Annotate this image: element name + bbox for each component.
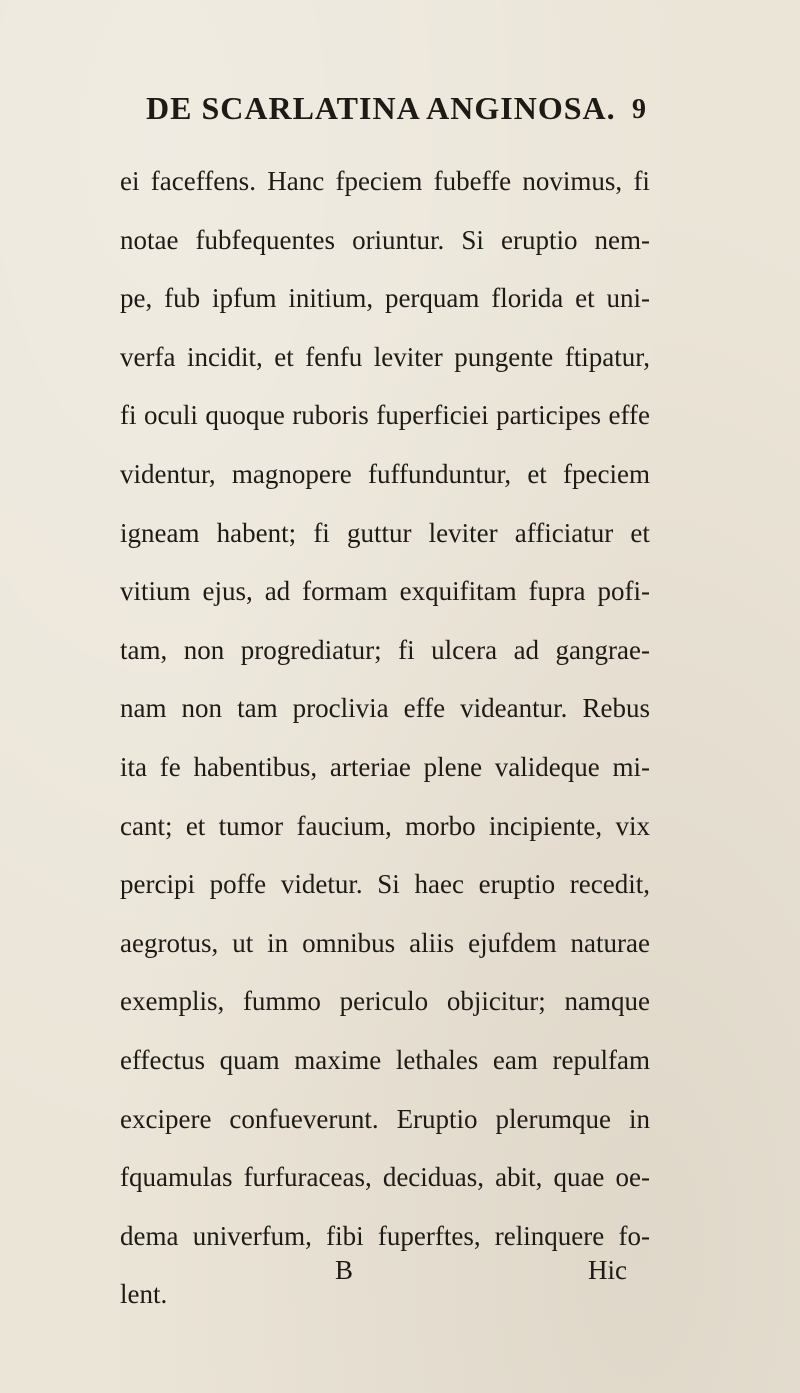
word: et	[274, 341, 294, 372]
word: afficiatur	[514, 517, 614, 548]
word: periculo	[339, 986, 429, 1017]
word: ejufdem	[468, 927, 557, 958]
word: et	[527, 458, 547, 489]
word: nem-	[594, 224, 650, 255]
word: ejus,	[202, 576, 253, 607]
word: uni-	[606, 283, 650, 314]
word: fummo	[242, 986, 321, 1017]
word: ei	[120, 166, 140, 196]
word: naturae	[570, 927, 650, 958]
word: fi	[398, 634, 415, 665]
word: oriuntur.	[352, 224, 445, 255]
word: fubfequentes	[195, 224, 335, 255]
word: maxime	[294, 1044, 382, 1075]
word: perquam	[384, 283, 480, 314]
word: dema	[120, 1220, 179, 1251]
word: confueverunt.	[229, 1103, 379, 1134]
word: florida	[491, 283, 564, 314]
word: eam	[492, 1044, 538, 1075]
text-line	[120, 386, 650, 445]
word: et	[575, 283, 595, 314]
word: lethales	[395, 1044, 479, 1075]
word: guttur	[346, 517, 412, 548]
word: leviter	[373, 341, 443, 372]
word: plerumque	[495, 1103, 611, 1134]
word: tam,	[120, 634, 168, 665]
text-line	[120, 621, 650, 680]
word: incidit,	[186, 341, 263, 372]
word: Eruptio	[396, 1103, 478, 1134]
word: igneam	[120, 517, 200, 548]
word: furfuraceas,	[243, 1162, 372, 1193]
signature-mark: B	[335, 1255, 354, 1285]
word: univerfum,	[192, 1220, 312, 1251]
word: faceffens.	[150, 166, 256, 196]
word: fi	[633, 166, 650, 196]
word: quae	[553, 1162, 605, 1193]
text-line	[120, 562, 650, 621]
word: habentibus,	[193, 751, 318, 782]
word: eruptio	[478, 869, 556, 900]
word: plene	[423, 751, 483, 782]
word: cant;	[120, 810, 173, 841]
text-line	[120, 1090, 650, 1149]
page-footer	[0, 1250, 800, 1290]
word: Rebus	[582, 693, 650, 724]
word: gangrae-	[555, 634, 650, 665]
word: fi	[120, 400, 137, 431]
word: initium,	[288, 283, 374, 314]
word: ftipatur,	[564, 341, 650, 372]
word: faucium,	[296, 810, 392, 841]
word: habent;	[216, 517, 297, 548]
word: ad	[264, 576, 291, 607]
word: videntur,	[120, 458, 216, 489]
word: oe-	[615, 1162, 650, 1193]
word: fo-	[618, 1220, 650, 1251]
word: omnibus	[302, 927, 396, 958]
word: in	[267, 927, 289, 958]
word: et	[630, 517, 650, 548]
word: fuperficiei	[376, 400, 489, 431]
word: magnopere	[231, 458, 352, 489]
text-line	[120, 914, 650, 973]
word: exquifitam	[399, 576, 517, 607]
text-line	[120, 797, 650, 856]
word: deciduas,	[382, 1162, 485, 1193]
word: abit,	[495, 1162, 543, 1193]
word: valideque	[494, 751, 600, 782]
word: ut	[232, 927, 254, 958]
text-line	[120, 328, 650, 387]
word: aegrotus,	[120, 927, 219, 958]
text-line	[120, 504, 650, 563]
word: Hanc	[267, 166, 325, 196]
word: fupra	[528, 576, 586, 607]
word: Si	[377, 869, 400, 900]
word: effe	[403, 693, 446, 724]
word: objicitur;	[446, 986, 546, 1017]
word: fpeciem	[335, 166, 423, 196]
word: vix	[615, 810, 650, 841]
word: exemplis,	[120, 986, 225, 1017]
running-head	[0, 88, 800, 128]
word: haec	[414, 869, 464, 900]
word: tumor	[218, 810, 284, 841]
word: fubeffe	[433, 166, 512, 196]
text-line	[120, 445, 650, 504]
word: pe,	[120, 283, 153, 314]
word: in	[628, 1103, 650, 1134]
word: morbo	[405, 810, 476, 841]
word: et	[185, 810, 206, 841]
word: fub	[164, 283, 201, 314]
word: verfa	[120, 341, 176, 372]
word: non	[183, 634, 225, 665]
text-line	[120, 738, 650, 797]
word: progrediatur;	[240, 634, 382, 665]
word: notae	[120, 224, 179, 255]
word: incipiente,	[488, 810, 603, 841]
word: fuperftes,	[377, 1220, 481, 1251]
word: ipfum	[211, 283, 277, 314]
word: tam	[237, 693, 278, 724]
word: proclivia	[292, 693, 389, 724]
word: namque	[564, 986, 650, 1017]
word: recedit,	[569, 869, 650, 900]
word: percipi	[120, 869, 195, 900]
word: non	[181, 693, 223, 724]
word: pofi-	[597, 576, 650, 607]
word: novimus,	[522, 166, 623, 196]
text-line	[120, 152, 650, 211]
word: aliis	[409, 927, 455, 958]
word: mi-	[612, 751, 650, 782]
text-line	[120, 1148, 650, 1207]
word: videantur.	[460, 693, 568, 724]
word: ulcera	[431, 634, 498, 665]
word: lent.	[120, 1279, 168, 1310]
text-line	[120, 1031, 650, 1090]
word: quoque	[205, 400, 285, 431]
word: quam	[219, 1044, 280, 1075]
text-line	[120, 972, 650, 1031]
word: ad	[513, 634, 540, 665]
word: repulfam	[552, 1044, 650, 1075]
word: participes	[496, 400, 602, 431]
word: fuffunduntur,	[367, 458, 512, 489]
body-text	[120, 152, 650, 1324]
word: eruptio	[500, 224, 578, 255]
word: effe	[608, 400, 650, 431]
word: pungente	[454, 341, 554, 372]
word: leviter	[428, 517, 498, 548]
word: fenfu	[305, 341, 363, 372]
word: videtur.	[280, 869, 363, 900]
word: ita	[120, 751, 147, 782]
word: nam	[120, 693, 167, 724]
word: arteriae	[329, 751, 411, 782]
text-line	[120, 211, 650, 270]
catchword: Hic	[588, 1255, 627, 1285]
text-line	[120, 679, 650, 738]
word: excipere	[120, 1103, 212, 1134]
word: relinquere	[494, 1220, 605, 1251]
page-number: 9	[632, 94, 646, 125]
word: vitium	[120, 576, 191, 607]
word: fpeciem	[563, 458, 650, 489]
word: fe	[159, 751, 181, 782]
word: fibi	[326, 1220, 364, 1251]
word: Si	[461, 224, 484, 255]
word: oculi	[143, 400, 198, 431]
running-title: DE SCARLATINA ANGINOSA.	[146, 90, 616, 126]
word: ruboris	[292, 400, 369, 431]
word: fi	[313, 517, 330, 548]
word: poffe	[209, 869, 267, 900]
text-line	[120, 269, 650, 328]
word: formam	[302, 576, 388, 607]
text-line	[120, 855, 650, 914]
word: effectus	[120, 1044, 205, 1075]
word: fquamulas	[120, 1162, 233, 1193]
